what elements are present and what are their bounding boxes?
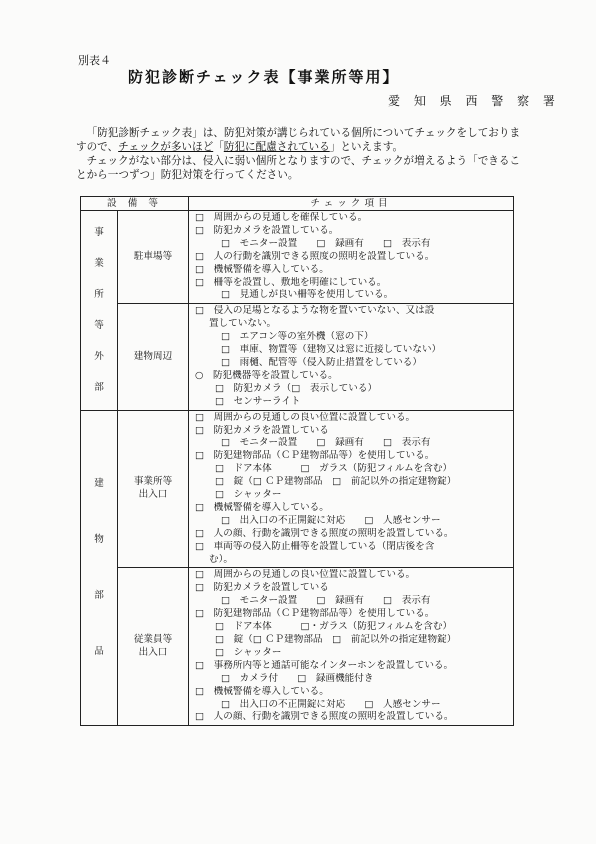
check-item[interactable]: □ 防犯カメラを設置している — [195, 424, 329, 436]
check-item[interactable]: □ 機械警備を導入している。 — [195, 501, 329, 513]
check-item[interactable]: □ 出入口の不正開錠に対応 □ 人感センサー — [221, 514, 441, 526]
equipment-perimeter: 建物周辺 — [118, 304, 189, 410]
intro-text — [76, 126, 526, 182]
appendix-label: 別表４ — [78, 54, 111, 67]
intro-text-a: 「防犯診断チェック表」は、防犯対策が講じられている個所についてチェックをしておりますので、 — [76, 127, 521, 153]
check-item[interactable]: ○ 防犯機器等を設置している。 — [195, 369, 338, 381]
check-items-parking — [189, 211, 514, 304]
equipment-parking: 駐車場等 — [118, 211, 189, 304]
category-char: 等 — [94, 320, 104, 332]
intro-underline-1: チェックが多いほど — [118, 141, 214, 153]
check-item[interactable]: □ 周囲からの見通しを確保している。 — [195, 212, 368, 223]
category-char: 物 — [94, 533, 104, 545]
intro-underline-2: 防犯に配慮されている — [223, 141, 330, 153]
check-item[interactable]: □ モニター設置 □ 録画有 □ 表示有 — [221, 595, 431, 607]
check-item[interactable]: □ 周囲からの見通しの良い位置に設置している。 — [195, 411, 416, 423]
police-station-name: 愛 知 県 西 警 察 署 — [388, 94, 560, 108]
check-item[interactable]: □ モニター設置 □ 録画有 □ 表示有 — [221, 237, 431, 249]
category-char: 部 — [94, 382, 104, 394]
intro-text-b: 「 — [213, 141, 224, 153]
equipment-label-line: 出入口 — [138, 489, 168, 501]
category-char: 品 — [94, 645, 104, 657]
check-item[interactable]: □ 侵入の足場となるような物を置いていない、又は設 — [195, 305, 435, 317]
check-item[interactable]: □ 人の顔、行動を識別できる照度の照明を設置している。 — [195, 711, 454, 723]
check-item[interactable]: □ 機械警備を導入している。 — [195, 685, 329, 697]
check-item-continued: む）。 — [209, 553, 233, 565]
intro-paragraph-2: チェックがない部分は、侵入に弱い個所となりますので、チェックが増えるよう「できることから一つずつ」防犯対策を行ってください。 — [76, 155, 521, 181]
check-item[interactable]: □ シャッター — [215, 646, 282, 658]
check-item[interactable]: □ モニター設置 □ 録画有 □ 表示有 — [221, 437, 431, 449]
equipment-office-entrance — [118, 410, 189, 568]
check-item[interactable]: □ 車両等の侵入防止柵等を設置している（閉店後を含 — [195, 540, 435, 552]
table-row — [81, 410, 514, 568]
check-items-perimeter — [189, 304, 514, 410]
equipment-label-line: 出入口 — [138, 646, 168, 658]
intro-paragraph-1 — [76, 126, 526, 154]
check-item[interactable]: □ カメラ付 □ 録画機能付き — [221, 672, 374, 684]
category-char: 外 — [94, 351, 104, 363]
category-char: 事 — [94, 227, 104, 239]
check-item[interactable]: □ 柵等を設置し、敷地を明確にしている。 — [195, 276, 387, 288]
check-item[interactable]: □ 人の行動を識別できる照度の照明を設置している。 — [195, 250, 435, 262]
checklist-table — [80, 196, 514, 726]
check-items-office-entrance — [189, 410, 514, 568]
check-item[interactable]: □ センサーライト — [215, 395, 301, 407]
check-item-continued: 置していない。 — [209, 318, 277, 330]
check-item[interactable]: □ 雨樋、配管等（侵入防止措置をしている） — [221, 356, 422, 368]
check-item[interactable]: □ 見通しが良い柵等を使用している。 — [221, 289, 394, 301]
check-item[interactable]: □ 周囲からの見通しの良い位置に設置している。 — [195, 569, 416, 581]
category-char: 所 — [94, 289, 104, 301]
equipment-label-line: 従業員等 — [133, 634, 173, 645]
check-item[interactable]: □ 防犯カメラを設置している — [195, 582, 329, 594]
check-item[interactable]: □ エアコン等の室外機（窓の下） — [221, 331, 374, 343]
category-char: 建 — [94, 477, 104, 489]
header-check-items: チェック項目 — [189, 197, 514, 211]
check-item[interactable]: □ 車庫、物置等（建物又は窓に近接していない） — [221, 344, 442, 356]
table-header-row — [81, 197, 514, 211]
check-item[interactable]: □ 事務所内等と通話可能なインターホンを設置している。 — [195, 659, 454, 671]
intro-text-c: 」といえます。 — [329, 141, 404, 153]
page-title: 防犯診断チェック表【事業所等用】 — [128, 68, 400, 86]
check-item[interactable]: □ 防犯カメラ（□ 表示している） — [215, 382, 378, 394]
check-item[interactable]: □ 防犯建物部品（ＣＰ建物部品等）を使用している。 — [195, 450, 435, 462]
check-item[interactable]: □ ドア本体 □ ガラス（防犯フィルムを含む） — [215, 463, 453, 475]
check-item[interactable]: □ 出入口の不正開錠に対応 □ 人感センサー — [221, 698, 441, 710]
check-item[interactable]: □ シャッター — [215, 489, 282, 501]
check-item[interactable]: □ 人の顔、行動を識別できる照度の照明を設置している。 — [195, 527, 454, 539]
category-char: 業 — [94, 258, 104, 270]
check-item[interactable]: □ ドア本体 □・ガラス（防犯フィルムを含む） — [215, 621, 453, 633]
check-item[interactable]: □ 防犯建物部品（ＣＰ建物部品等）を使用している。 — [195, 608, 435, 620]
category-exterior — [81, 211, 118, 411]
check-item[interactable]: □ 錠（□ ＣＰ建物部品 □ 前記以外の指定建物錠） — [215, 634, 457, 645]
category-char: 部 — [94, 589, 104, 601]
check-items-staff-entrance — [189, 568, 514, 726]
equipment-label-line: 事業所等 — [133, 476, 173, 488]
check-item[interactable]: □ 錠（□ ＣＰ建物部品 □ 前記以外の指定建物錠） — [215, 476, 457, 488]
check-item[interactable]: □ 機械警備を導入している。 — [195, 263, 329, 275]
category-building-parts — [81, 410, 118, 726]
table-row — [81, 304, 514, 410]
table-row — [81, 568, 514, 726]
equipment-staff-entrance — [118, 568, 189, 726]
check-item[interactable]: □ 防犯カメラを設置している。 — [195, 224, 339, 236]
header-equipment: 設 備 等 — [81, 197, 189, 211]
table-row — [81, 211, 514, 304]
